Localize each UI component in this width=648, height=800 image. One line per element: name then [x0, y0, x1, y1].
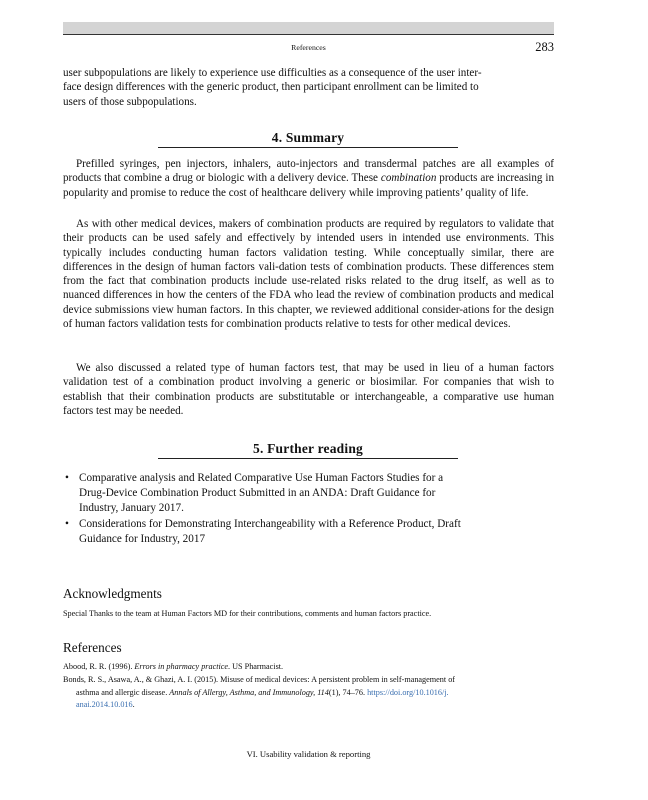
summary-p1-italic: combination: [380, 172, 437, 185]
acknowledgments-heading: Acknowledgments: [63, 586, 162, 601]
ref1-authors: Abood, R. R. (1996).: [63, 662, 135, 671]
further-reading-heading: [158, 440, 458, 458]
further-reading-heading-rule: [158, 458, 458, 459]
page-footer: VI. Usability validation & reporting: [246, 749, 371, 759]
ref2-rest: (1), 74–76.: [328, 687, 368, 697]
further-reading-item: [63, 517, 554, 547]
top-gray-bar: [63, 22, 554, 34]
further-reading-item: [63, 471, 554, 517]
summary-heading-text: 4. Summary: [271, 130, 345, 145]
running-title: References: [291, 43, 326, 52]
further-reading-heading-text: 5. Further reading: [253, 441, 363, 456]
ref2-doi-link[interactable]: https://doi.org/10.1016/j. anai.2014.10.016: [76, 687, 449, 710]
intro-paragraph: user subpopulations are likely to experience use difficulties as a consequence of the user inter- face design differences with the generic product, then participant enrollment can be limited to users of those subpopulations.: [63, 67, 482, 108]
ref1-rest: . US Pharmacist.: [228, 662, 284, 671]
ref1-title: Errors in pharmacy practice: [134, 662, 229, 671]
bullet-icon: •: [65, 472, 69, 484]
summary-paragraph-3: We also discussed a related type of human factors test, that may be used in lieu of a human factors validation test of a combination product involving a generic or biosimilar. For companies that wish to establish that their combination products are substitutable or interchangeable, a comparative use human factors test may be needed.: [63, 362, 554, 417]
reference-item-2: [63, 674, 569, 712]
ref2-journal: Annals of Allergy, Asthma, and Immunology, 114: [169, 687, 329, 697]
running-header: [63, 40, 554, 56]
ref2-authors: Bonds, R. S., Asawa, A., & Ghazi, A. I. (2015). Misuse of medical devices: A persistent problem in self-management of asthma and allergic disease.: [63, 675, 456, 697]
summary-p1-start: Prefilled syringes, pen injectors, inhalers, auto-injectors and transdermal patches are all examples of products that combine a drug or biologic with a delivery device. These: [63, 158, 554, 185]
further-reading-list: [63, 471, 554, 547]
acknowledgments-text: Special Thanks to the team at Human Factors MD for their contributions, comments and human factors practice.: [63, 609, 432, 618]
summary-p1-end: products are increasing in popularity and promise to reduce the cost of healthcare delivery while improving patients’ quality of life.: [63, 172, 555, 199]
ref2-end: .: [132, 700, 135, 710]
page-number: 283: [535, 40, 554, 54]
reference-item-1: [63, 661, 569, 674]
further-reading-item-text: Comparative analysis and Related Comparative Use Human Factors Studies for a Drug-Device Combination Product Submitted in an ANDA: Draft Guidance for Industry, January 2017.: [79, 472, 444, 515]
summary-heading-rule: [158, 147, 458, 148]
bullet-icon: •: [65, 517, 69, 530]
summary-paragraph-2: As with other medical devices, makers of combination products are required by regulators to validate that their products can be used safely and effectively by intended users in intended use environments. This typically includes conducting human factors validation testing. While conceptually similar, there are differences in the design of human factors vali-dation tests of combination products. These differences stem from the fact that combination products include use-related risks related to the drug itself, as well as to nuanced differences in how the centers of the FDA who lead the review of combination products and medical device submissions view human factors. In this chapter, we reviewed additional consider-ations for the design of human factors validation tests for combination products relative to tests for other medical devices.: [63, 218, 554, 330]
references-heading: References: [63, 640, 122, 655]
summary-paragraph-1: [63, 157, 554, 200]
summary-heading: [158, 129, 458, 147]
header-rule: [63, 34, 554, 35]
further-reading-item-text: Considerations for Demonstrating Interchangeability with a Reference Product, Draft Guidance for Industry, 2017: [79, 517, 461, 545]
